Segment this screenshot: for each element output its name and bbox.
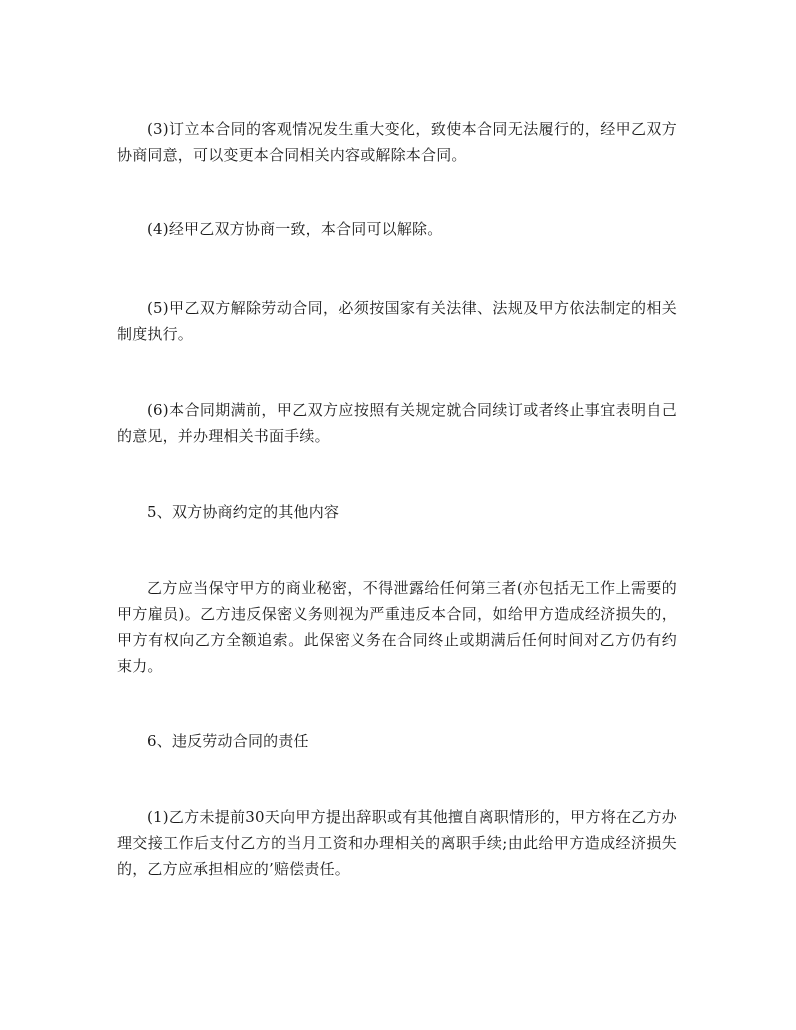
section-5-heading: 5、双方协商约定的其他内容 bbox=[147, 503, 340, 521]
confidentiality-paragraph: 乙方应当保守甲方的商业秘密，不得泄露给任何第三者(亦包括无工作上需要的甲方雇员)。乙方违反保密义务则视为严重违反本合同，如给甲方造成经济损失的，甲方有权向乙方全额追索。此保密义务在合同终止或期满后任何时间对乙方仍有约束力。 bbox=[117, 579, 677, 675]
clause-5-paragraph: (5)甲乙双方解除劳动合同，必须按国家有关法律、法规及甲方依法制定的相关制度执行。 bbox=[117, 299, 677, 343]
section-6-heading: 6、违反劳动合同的责任 bbox=[147, 732, 309, 750]
clause-3-paragraph: (3)订立本合同的客观情况发生重大变化，致使本合同无法履行的，经甲乙双方协商同意，可以变更本合同相关内容或解除本合同。 bbox=[117, 120, 677, 164]
liability-clause-1-paragraph: (1)乙方未提前30天向甲方提出辞职或有其他擅自离职情形的，甲方将在乙方办理交接工作后支付乙方的当月工资和办理相关的离职手续;由此给甲方造成经济损失的，乙方应承担相应的’赔偿责任。 bbox=[117, 808, 677, 878]
clause-6-paragraph: (6)本合同期满前，甲乙双方应按照有关规定就合同续订或者终止事宜表明自己的意见，并办理相关书面手续。 bbox=[117, 401, 677, 445]
clause-4-paragraph: (4)经甲乙双方协商一致，本合同可以解除。 bbox=[147, 220, 443, 238]
